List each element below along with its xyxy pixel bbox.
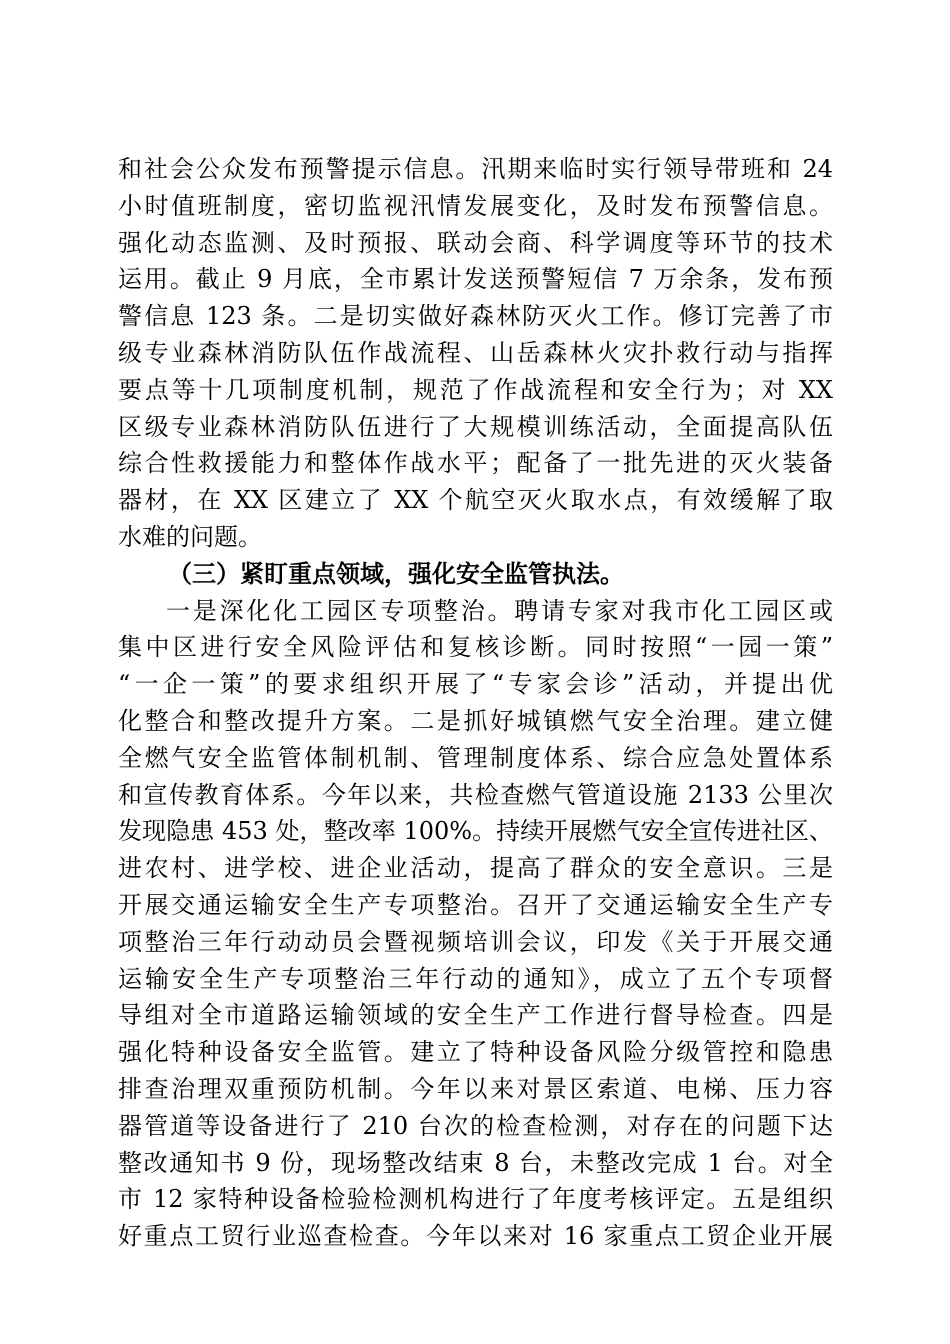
paragraph-line: 好重点工贸行业巡查检查。今年以来对 16 家重点工贸企业开展 (118, 1222, 833, 1251)
paragraph-line: 和社会公众发布预警提示信息。汛期来临时实行领导带班和 24 (118, 155, 833, 183)
paragraph-line: 开展交通运输安全生产专项整治。召开了交通运输安全生产专 (118, 890, 833, 919)
paragraph-line: “一企一策”的要求组织开展了“专家会诊”活动，并提出优 (118, 670, 833, 699)
paragraph-line: 强化动态监测、及时预报、联动会商、科学调度等环节的技术 (118, 228, 833, 257)
paragraph-line: 项整治三年行动动员会暨视频培训会议，印发《关于开展交通 (118, 927, 833, 956)
paragraph-line: 要点等十几项制度机制，规范了作战流程和安全行为；对 XX (118, 375, 833, 404)
paragraph-line: 器管道等设备进行了 210 台次的检查检测，对存在的问题下达 (118, 1111, 833, 1140)
paragraph-line: 运输安全生产专项整治三年行动的通知》，成立了五个专项督 (118, 964, 833, 993)
paragraph-line: 排查治理双重预防机制。今年以来对景区索道、电梯、压力容 (118, 1074, 833, 1103)
paragraph-line: 全燃气安全监管体制机制、管理制度体系、综合应急处置体系 (118, 743, 833, 772)
section-heading: （三）紧盯重点领域，强化安全监管执法。 (168, 558, 624, 588)
paragraph-line: 进农村、进学校、进企业活动，提高了群众的安全意识。三是 (118, 854, 833, 883)
document-body (118, 151, 833, 1255)
paragraph-line: 水难的问题。 (118, 522, 262, 551)
paragraph-line: 导组对全市道路运输领域的安全生产工作进行督导检查。四是 (118, 1001, 833, 1030)
paragraph-line: 区级专业森林消防队伍进行了大规模训练活动，全面提高队伍 (118, 412, 833, 441)
paragraph-line: 发现隐患 453 处，整改率 100%。持续开展燃气安全宣传进社区、 (118, 817, 833, 846)
paragraph-line: 集中区进行安全风险评估和复核诊断。同时按照“一园一策” (118, 633, 833, 662)
paragraph-line: 一是深化化工园区专项整治。聘请专家对我市化工园区或 (166, 596, 833, 625)
paragraph-line: 综合性救援能力和整体作战水平；配备了一批先进的灭火装备 (118, 449, 833, 478)
paragraph-line: 整改通知书 9 份，现场整改结束 8 台，未整改完成 1 台。对全 (118, 1148, 833, 1177)
paragraph-line: 器材，在 XX 区建立了 XX 个航空灭火取水点，有效缓解了取 (118, 486, 833, 515)
paragraph-line: 小时值班制度，密切监视汛情发展变化，及时发布预警信息。 (118, 191, 833, 220)
paragraph-line: 化整合和整改提升方案。二是抓好城镇燃气安全治理。建立健 (118, 706, 833, 735)
paragraph-line: 强化特种设备安全监管。建立了特种设备风险分级管控和隐患 (118, 1038, 833, 1067)
paragraph-line: 级专业森林消防队伍作战流程、山岳森林火灾扑救行动与指挥 (118, 338, 833, 367)
paragraph-line: 和宣传教育体系。今年以来，共检查燃气管道设施 2133 公里次 (118, 780, 833, 809)
paragraph-line: 警信息 123 条。二是切实做好森林防灭火工作。修订完善了市 (118, 302, 833, 331)
paragraph-line: 市 12 家特种设备检验检测机构进行了年度考核评定。五是组织 (118, 1185, 833, 1214)
paragraph-line: 运用。截止 9 月底，全市累计发送预警短信 7 万余条，发布预 (118, 265, 833, 294)
